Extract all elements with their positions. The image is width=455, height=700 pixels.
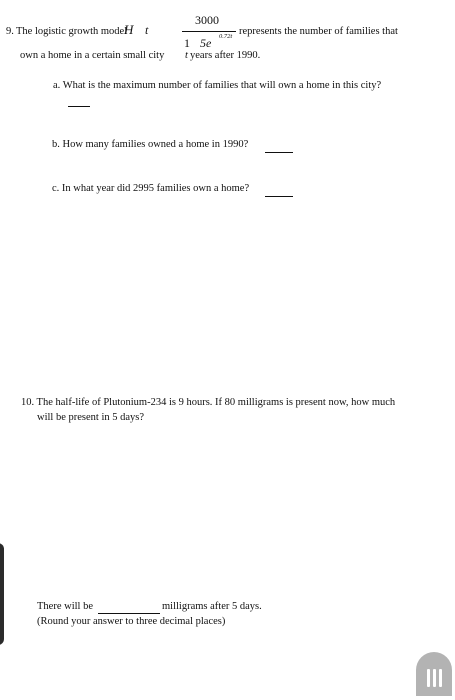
model-variable-h: H <box>124 22 134 37</box>
question-9-line2-after: years after 1990. <box>190 50 261 61</box>
part-a-answer-blank[interactable] <box>68 105 90 107</box>
question-9-part-b: b. How many families owned a home in 1990? <box>52 139 249 150</box>
fraction-denominator-one: 1 <box>184 36 190 50</box>
milligrams-answer-blank[interactable] <box>98 612 160 614</box>
fraction-bar <box>182 31 236 32</box>
question-9-number: 9. <box>6 26 14 37</box>
question-9-after-formula: represents the number of families that <box>239 26 398 37</box>
part-c-answer-blank[interactable] <box>265 195 293 197</box>
menu-bar-left <box>427 669 430 687</box>
question-9-part-a: a. What is the maximum number of families that will own a home in this city? <box>53 80 382 91</box>
fraction-denominator-5e: 5e <box>200 36 212 50</box>
answer-sentence-after: milligrams after 5 days. <box>162 601 262 612</box>
fraction-numerator: 3000 <box>195 13 219 27</box>
side-panel-handle[interactable] <box>0 543 4 645</box>
part-b-answer-blank[interactable] <box>265 151 293 153</box>
rounding-instruction: (Round your answer to three decimal places) <box>37 616 226 627</box>
question-9-part-c: c. In what year did 2995 families own a home? <box>52 183 250 194</box>
model-variable-t: t <box>145 23 149 37</box>
question-10-line2: will be present in 5 days? <box>37 412 145 423</box>
fraction-exponent: 0.72t <box>219 33 233 40</box>
answer-sentence-before: There will be <box>37 601 93 612</box>
question-10-line1: 10. The half-life of Plutonium-234 is 9 hours. If 80 milligrams is present now, how much <box>21 397 396 408</box>
menu-bar-right <box>439 669 442 687</box>
menu-bar-middle <box>433 669 436 687</box>
question-9-intro: The logistic growth model <box>16 26 128 37</box>
hamburger-vertical-bars-icon[interactable] <box>416 652 452 696</box>
question-9-line2-before: own a home in a certain small city <box>20 50 165 61</box>
question-9-line2-t: t <box>185 50 188 61</box>
